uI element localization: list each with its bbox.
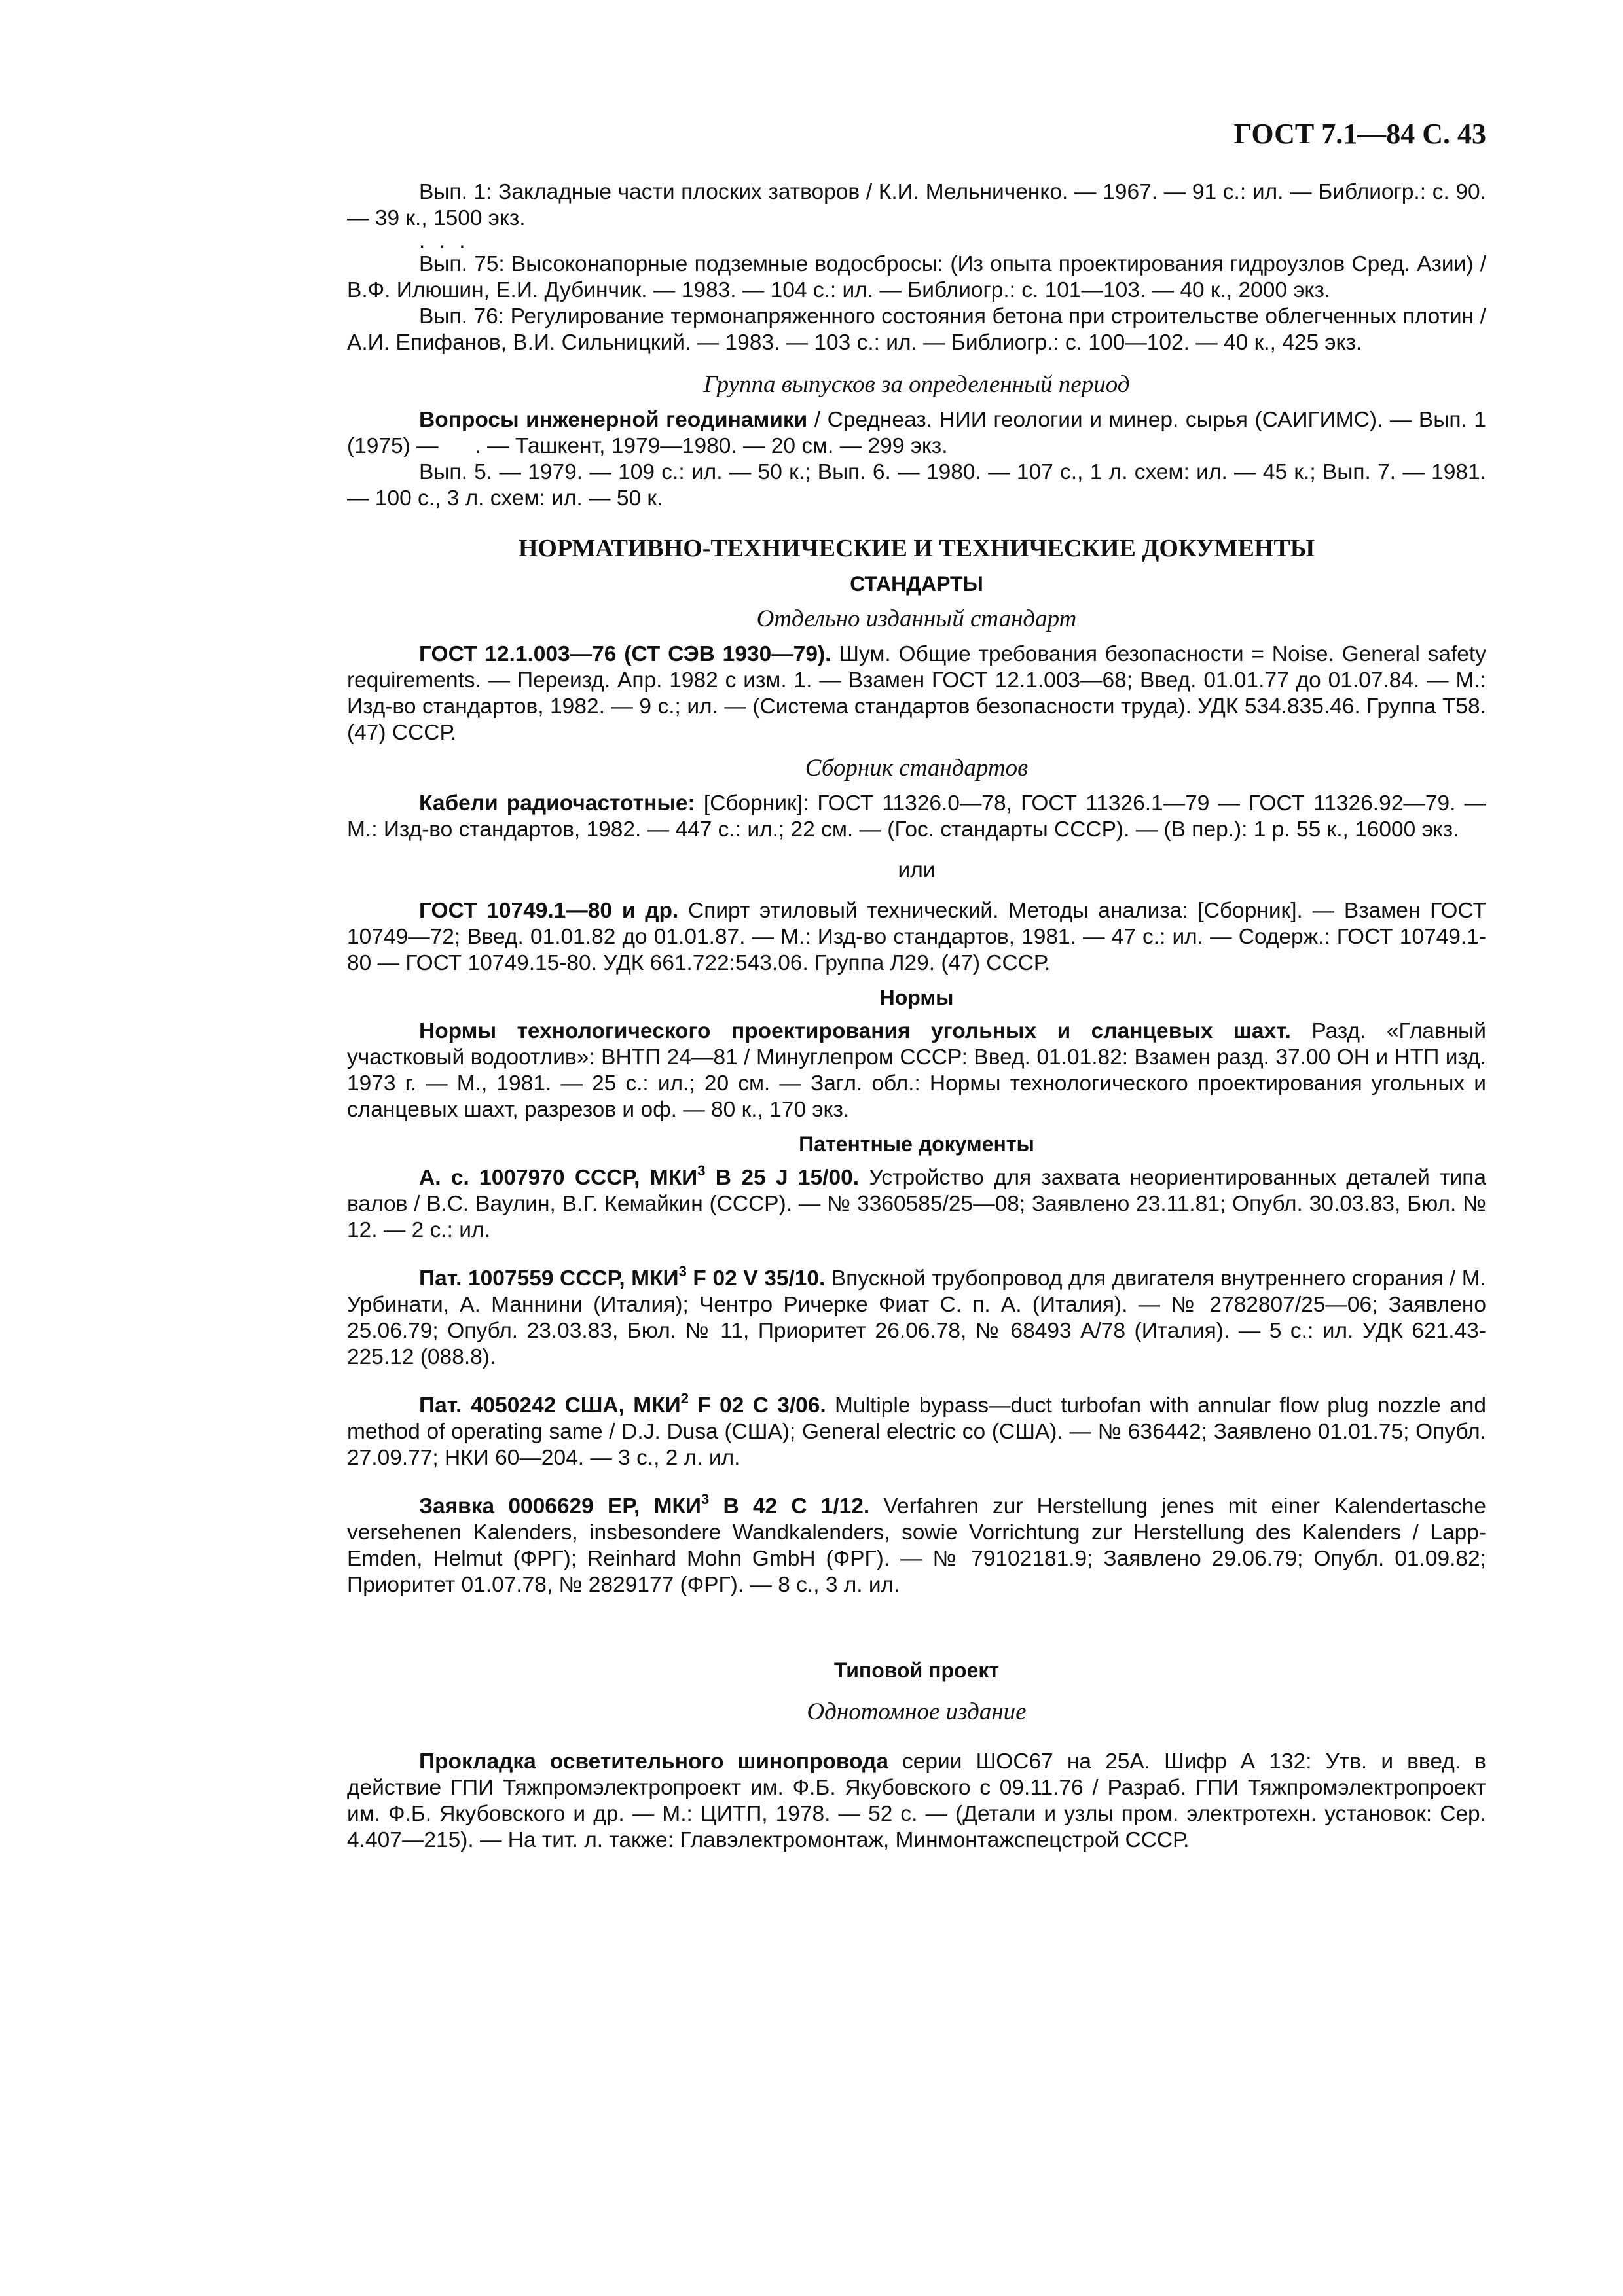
entry-title: Кабели радиочастотные: (419, 791, 695, 816)
heading-standards: СТАНДАРТЫ (850, 572, 983, 596)
entry-title: Пат. 1007559 СССР, МКИ$^3$ F 02 V 35/10. (419, 1263, 826, 1291)
entry-text: Спирт этиловый технический. Методы анализа: [Сборник]. — Взамен ГОСТ 10749—72; Введ. 01.01.82 до 01.01.87. — М.: Изд-во стандартов, 1981. — 47 с.: ил. — Содерж.: ГОСТ 10749.1-80 — ГОСТ 10749.15-80. УДК 661.722:543.06. Группа Л29. (47) СССР. (347, 899, 1486, 975)
running-header: ГОСТ 7.1—84 С. 43 (1233, 118, 1486, 150)
entry-patent-1 (347, 1162, 1486, 1244)
entry-text: Устройство для захвата неориентированных деталей типа валов / В.С. Ваулин, В.Г. Кемайкин (СССР). — № 3360585/25—08; Заявлено 23.11.81; Опубл. 30.03.83, Бюл. № 12. — 2 с.: ил. (347, 1166, 1486, 1242)
entry-patent-2 (347, 1263, 1486, 1371)
heading-typical-project: Типовой проект (833, 1659, 1000, 1682)
entry-title: Заявка 0006629 ЕР, МКИ$^3$ В 42 С 1/12. (419, 1491, 870, 1518)
entry-group-issues (347, 407, 1493, 459)
entry-text: Multiple bypass—duct turbofan with annular flow plug nozzle and method of operating same / D.J. Dusa (США); General electric co (США). — № 636442; Заявлено 01.01.75; Опубл. 27.09.77; НКИ 60—204. — 3 с., 2 л. ил. (347, 1393, 1486, 1470)
ellipsis: . . . (419, 229, 469, 253)
entry-title: Пат. 4050242 США, МКИ$^2$ F 02 С 3/06. (419, 1390, 826, 1418)
entry-text: серии ШОС67 на 25А. Шифр А 132: Утв. и введ. в действие ГПИ Тяжпромэлектропроект им. Ф.Б. Якубовского с 09.11.76 / Разраб. ГПИ Тяжпромэлектропроект им. Ф.Б. Якубовского и др. — М.: ЦИТП, 1978. — 52 с. — (Детали и узлы пром. электротехн. установок: Сер. 4.407—215). — На тит. л. также: Главэлектромонтаж, Минмонтажспецстрой СССР. (347, 1749, 1486, 1852)
series-entry-vyp1: Вып. 1: Закладные части плоских затворов / К.И. Мельниченко. — 1967. — 91 с.: ил. — Библиогр.: с. 90. — 39 к., 1500 экз. (347, 180, 1486, 230)
heading-normative-documents: НОРМАТИВНО-ТЕХНИЧЕСКИЕ И ТЕХНИЧЕСКИЕ ДОКУМЕНТЫ (518, 535, 1315, 562)
entry-collection-cables (347, 791, 1486, 843)
entry-text: [Сборник]: ГОСТ 11326.0—78, ГОСТ 11326.1—79 — ГОСТ 11326.92—79. — М.: Изд-во стандартов, 1982. — 447 с.: ил.; 22 см. — (Гос. стандарты СССР). — (В пер.): 1 р. 55 к., 16000 экз. (347, 791, 1486, 842)
entry-norms (347, 1018, 1486, 1123)
entry-patent-3 (347, 1390, 1486, 1471)
entry-group-issues-volumes: Вып. 5. — 1979. — 109 с.: ил. — 50 к.; Вып. 6. — 1980. — 107 с., 1 л. схем: ил. — 45 к.; Вып. 7. — 1981. — 100 с., 3 л. схем: ил. — 50 к. (347, 460, 1486, 511)
entry-text: Verfahren zur Herstellung jenes mit einer Kalendertasche versehenen Kalenders, insbesondere Wandkalenders, sowie Vorrichtung zur Herstellung des Kalenders / Lapp-Emden, Helmut (ФРГ); Reinhard Mohn GmbH (ФРГ). — № 79102181.9; Заявлено 29.06.79; Опубл. 01.09.82; Приоритет 01.07.78, № 2829177 (ФРГ). — 8 с., 3 л. ил. (347, 1494, 1487, 1597)
entry-title: ГОСТ 10749.1—80 и др. (419, 899, 679, 923)
entry-title: ГОСТ 12.1.003—76 (СТ СЭВ 1930—79). (419, 642, 831, 666)
heading-single-standard: Отдельно изданный стандарт (756, 605, 1077, 632)
heading-single-volume: Однотомное издание (807, 1698, 1027, 1725)
entry-title: А. с. 1007970 СССР, МКИ$^3$ В 25 J 15/00. (419, 1162, 860, 1190)
entry-title: Вопросы инженерной геодинамики (419, 408, 808, 432)
entry-text: Разд. «Главный участковый водоотлив»: ВНТП 24—81 / Минуглепром СССР: Введ. 01.01.82: Взамен разд. 37.00 ОН и НТП изд. 1973 г. — М., 1981. — 25 с.: ил.; 20 см. — Загл. обл.: Нормы технологического проектирования угольных и сланцевых шахт, разрезов и оф. — 80 к., 170 экз. (347, 1019, 1486, 1122)
document-page (347, 118, 1493, 1854)
entry-text: / Среднеаз. НИИ геологии и минер. сырья (САИГИМС). — Вып. 1 (1975) — . — Ташкент, 1979—1980. — 20 см. — 299 экз. (347, 408, 1493, 458)
heading-norms: Нормы (879, 986, 954, 1009)
entry-patent-4 (347, 1491, 1487, 1598)
heading-patents: Патентные документы (799, 1132, 1034, 1156)
entry-title: Прокладка осветительного шинопровода (419, 1749, 888, 1774)
or-separator: или (898, 858, 936, 882)
series-entry-vyp76: Вып. 76: Регулирование термонапряженного состояния бетона при строительстве облегченных плотин / А.И. Епифанов, В.И. Сильницкий. — 1983. — 103 с.: ил. — Библиогр.: с. 100—102. — 40 к., 425 экз. (347, 304, 1486, 355)
entry-collection-spirit (347, 898, 1486, 977)
series-entry-vyp75: Вып. 75: Высоконапорные подземные водосбросы: (Из опыта проектирования гидроузлов Сред. Азии) / В.Ф. Илюшин, Е.И. Дубинчик. — 1983. — 104 с.: ил. — Библиогр.: с. 101—103. — 40 к., 2000 экз. (347, 252, 1486, 302)
heading-group-issues: Группа выпусков за определенный период (703, 371, 1130, 398)
entry-text: Шум. Общие требования безопасности = Noise. General safety requirements. — Переизд. Апр. 1982 с изм. 1. — Взамен ГОСТ 12.1.003—68; Введ. 01.01.77 до 01.07.84. — М.: Изд-во стандартов, 1982. — 9 с.; ил. — (Система стандартов безопасности труда). УДК 534.835.46. Группа Т58.(47) СССР. (347, 642, 1486, 745)
entry-single-standard (347, 641, 1486, 746)
entry-text: Впускной трубопровод для двигателя внутреннего сгорания / М. Урбинати, А. Маннини (Италия); Чентро Ричерке Фиат С. п. А. (Италия). — № 2782807/25—06; Заявлено 25.06.79; Опубл. 23.03.83, Бюл. № 11, Приоритет 26.06.78, № 68493 А/78 (Италия). — 5 с.: ил. УДК 621.43-225.12 (088.8). (347, 1266, 1486, 1369)
entry-title: Нормы технологического проектирования угольных и сланцевых шахт. (419, 1019, 1291, 1043)
heading-collection: Сборник стандартов (805, 755, 1029, 781)
entry-typical-project (347, 1749, 1486, 1854)
